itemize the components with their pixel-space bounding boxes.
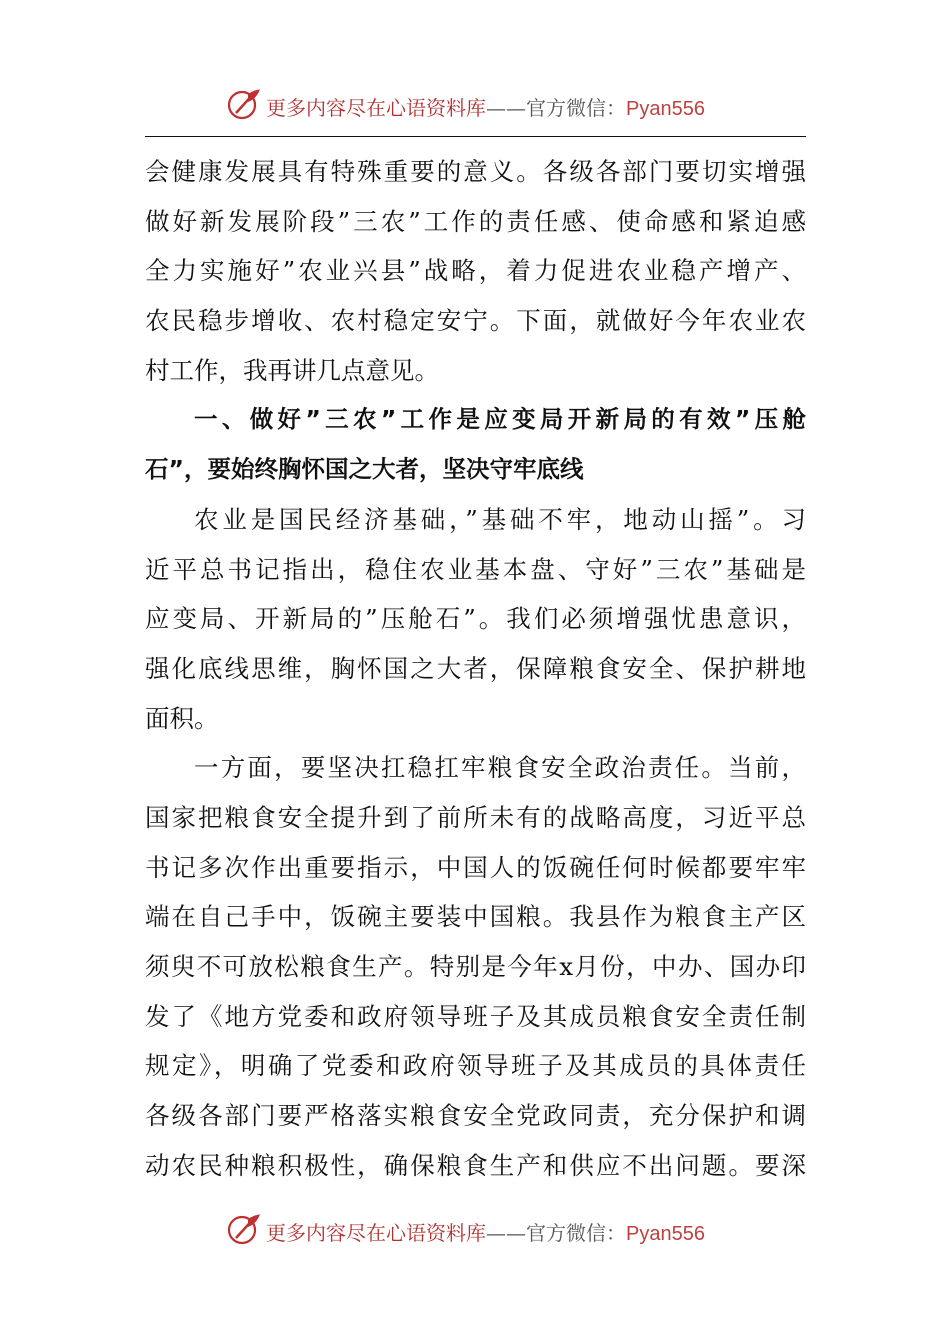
header-dash: —— xyxy=(486,96,526,120)
body-line: 一方面，要坚决扛稳扛牢粮食安全政治责任。当前， xyxy=(194,753,806,783)
body-line: 农业是国民经济基础，”基础不牢，地动山摇”。习 xyxy=(194,504,806,534)
section-heading: 一、做好”三农”工作是应变局开新局的有效”压舱 xyxy=(194,405,806,434)
body-line: 全力实施好”农业兴县”战略，着力促进农业稳产增产、 xyxy=(145,256,806,286)
body-line: 发了《地方党委和政府领导班子及其成员粮食安全责任制 xyxy=(145,1001,806,1031)
body-line: 各级各部门要严格落实粮食安全党政同责，充分保护和调 xyxy=(145,1101,806,1131)
header-banner xyxy=(0,84,950,124)
header-wechat-id: Pyan556 xyxy=(626,98,705,120)
footer-banner xyxy=(0,1209,950,1249)
quill-logo-icon xyxy=(226,1211,262,1247)
body-line: 村工作，我再讲几点意见。 xyxy=(145,355,439,385)
body-line: 应变局、开新局的”压舱石”。我们必须增强忧患意识， xyxy=(145,604,806,634)
body-line: 做好新发展阶段”三农”工作的责任感、使命感和紧迫感 xyxy=(145,206,806,236)
quill-logo-icon xyxy=(226,86,262,122)
body-line: 农民稳步增收、农村稳定安宁。下面，就做好今年农业农 xyxy=(145,306,806,336)
body-line: 强化底线思维，胸怀国之大者，保障粮食安全、保护耕地 xyxy=(145,653,806,683)
body-line: 须臾不可放松粮食生产。特别是今年x月份，中办、国办印 xyxy=(145,952,806,981)
body-line: 端在自己手中，饭碗主要装中国粮。我县作为粮食主产区 xyxy=(145,902,806,932)
footer-main-text: 更多内容尽在心语资料库 xyxy=(266,1221,486,1245)
header-rule xyxy=(145,136,806,137)
header-label: 官方微信： xyxy=(526,96,626,120)
footer-wechat-id: Pyan556 xyxy=(626,1223,705,1245)
body-line: 规定》，明确了党委和政府领导班子及其成员的具体责任 xyxy=(145,1051,806,1081)
document-body xyxy=(145,147,806,1190)
body-line: 近平总书记指出，稳住农业基本盘、守好”三农”基础是 xyxy=(145,554,806,584)
body-line: 动农民种粮积极性，确保粮食生产和供应不出问题。要深 xyxy=(145,1150,806,1180)
body-line: 会健康发展具有特殊重要的意义。各级各部门要切实增强 xyxy=(145,157,806,186)
section-heading: 石”，要始终胸怀国之大者，坚决守牢底线 xyxy=(145,455,584,484)
body-line: 国家把粮食安全提升到了前所未有的战略高度，习近平总 xyxy=(145,802,806,832)
body-line: 书记多次作出重要指示，中国人的饭碗任何时候都要牢牢 xyxy=(145,852,806,882)
footer-label: 官方微信： xyxy=(526,1221,626,1245)
header-main-text: 更多内容尽在心语资料库 xyxy=(266,96,486,120)
footer-dash: —— xyxy=(486,1221,526,1245)
body-line: 面积。 xyxy=(145,703,219,733)
